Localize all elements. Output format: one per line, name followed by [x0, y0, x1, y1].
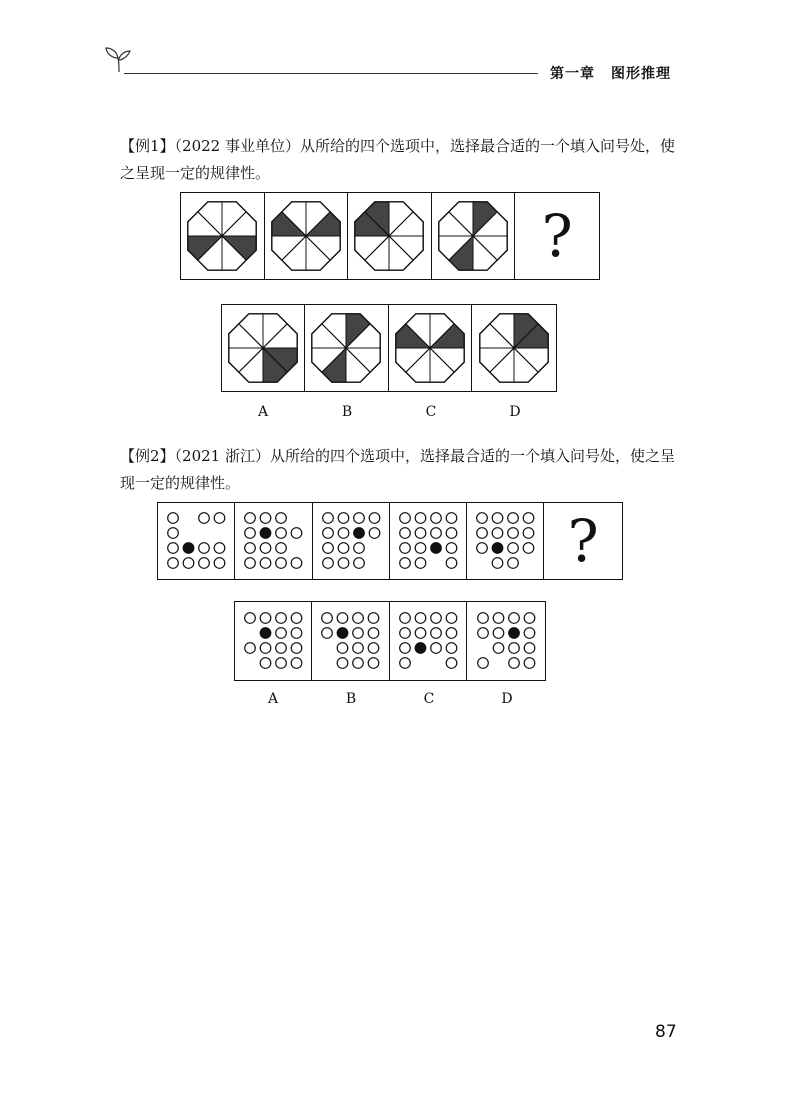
white-dot [338, 558, 349, 569]
white-dot [446, 513, 457, 524]
white-dot [291, 658, 302, 669]
example2-option-label-a: A [267, 691, 279, 707]
example2-lead: 【例2】 [120, 447, 175, 465]
white-dot [415, 558, 426, 569]
white-dot [508, 613, 519, 624]
white-dot [508, 643, 519, 654]
white-dot [493, 613, 504, 624]
white-dot [276, 613, 287, 624]
white-dot [508, 513, 519, 524]
white-dot [261, 543, 272, 554]
white-dot [245, 643, 256, 654]
question-mark: ? [567, 507, 599, 575]
example2-sequence [157, 502, 623, 580]
white-dot [399, 613, 410, 624]
white-dot [245, 558, 256, 569]
dot-grid-figure [393, 609, 463, 673]
black-dot [431, 543, 442, 554]
black-dot [353, 528, 364, 539]
white-dot [276, 628, 287, 639]
white-dot [399, 643, 410, 654]
white-dot [369, 528, 380, 539]
white-dot [322, 543, 333, 554]
white-dot [338, 528, 349, 539]
white-dot [493, 628, 504, 639]
white-dot [446, 658, 457, 669]
dot-grid-figure [238, 509, 308, 573]
white-dot [400, 543, 411, 554]
white-dot [369, 628, 380, 639]
white-dot [369, 658, 380, 669]
white-dot [415, 513, 426, 524]
white-dot [322, 613, 333, 624]
white-dot [199, 543, 210, 554]
example2-sequence-figure-1 [158, 503, 235, 579]
white-dot [477, 528, 488, 539]
white-dot [446, 558, 457, 569]
black-dot [260, 628, 271, 639]
white-dot [291, 628, 302, 639]
dot-grid-figure [316, 509, 386, 573]
example1-option-label-d: D [509, 404, 521, 420]
example1-options [221, 304, 557, 392]
white-dot [322, 558, 333, 569]
white-dot [353, 513, 364, 524]
example1-sequence-figure-1 [181, 193, 265, 279]
white-dot [276, 528, 287, 539]
example2-question [120, 443, 680, 497]
example1-text: （2022 事业单位）从所给的四个选项中，选择最合适的一个填入问号处，使之呈现一定的规律性。 [120, 137, 675, 182]
white-dot [477, 658, 488, 669]
octagon-figure [307, 309, 385, 387]
example1-option-labels [221, 404, 557, 420]
white-dot [524, 528, 535, 539]
white-dot [477, 543, 488, 554]
white-dot [508, 528, 519, 539]
white-dot [415, 543, 426, 554]
white-dot [261, 513, 272, 524]
white-dot [353, 658, 364, 669]
white-dot [446, 643, 457, 654]
header-rule [124, 73, 538, 74]
white-dot [338, 613, 349, 624]
white-dot [168, 558, 179, 569]
chapter-title [550, 63, 671, 83]
white-dot [446, 628, 457, 639]
white-dot [261, 558, 272, 569]
white-dot [338, 513, 349, 524]
white-dot [430, 643, 441, 654]
white-dot [292, 558, 303, 569]
black-dot [261, 528, 272, 539]
octagon-figure [475, 309, 553, 387]
white-dot [524, 658, 535, 669]
example2-option-label-c: C [423, 691, 435, 707]
white-dot [214, 558, 225, 569]
example2-option-figure-1 [235, 602, 312, 680]
question-mark: ? [541, 202, 573, 270]
white-dot [353, 543, 364, 554]
white-dot [415, 613, 426, 624]
white-dot [291, 643, 302, 654]
example1-sequence [180, 192, 600, 280]
example1-question [120, 133, 680, 187]
white-dot [400, 558, 411, 569]
white-dot [276, 543, 287, 554]
white-dot [260, 643, 271, 654]
example2-option-figure-3 [390, 602, 467, 680]
octagon-figure [350, 197, 428, 275]
white-dot [276, 643, 287, 654]
white-dot [524, 613, 535, 624]
sprout-icon [104, 44, 134, 74]
white-dot [168, 528, 179, 539]
white-dot [524, 513, 535, 524]
white-dot [245, 613, 256, 624]
white-dot [493, 643, 504, 654]
white-dot [399, 628, 410, 639]
example1-sequence-figure-2 [265, 193, 349, 279]
white-dot [493, 513, 504, 524]
white-dot [369, 513, 380, 524]
white-dot [338, 643, 349, 654]
dot-grid-figure [161, 509, 231, 573]
white-dot [400, 528, 411, 539]
white-dot [245, 543, 256, 554]
example1-lead: 【例1】 [120, 137, 175, 155]
white-dot [446, 528, 457, 539]
white-dot [477, 613, 488, 624]
white-dot [400, 513, 411, 524]
example2-sequence-question-cell [544, 503, 621, 579]
white-dot [524, 543, 535, 554]
white-dot [430, 613, 441, 624]
octagon-figure [267, 197, 345, 275]
white-dot [369, 643, 380, 654]
chapter-number: 第一章 [550, 66, 595, 82]
white-dot [245, 513, 256, 524]
white-dot [338, 658, 349, 669]
white-dot [214, 513, 225, 524]
white-dot [508, 543, 519, 554]
white-dot [168, 543, 179, 554]
black-dot [183, 543, 194, 554]
white-dot [353, 558, 364, 569]
white-dot [276, 658, 287, 669]
example2-option-figure-4 [467, 602, 544, 680]
dot-grid-figure [238, 609, 308, 673]
white-dot [168, 513, 179, 524]
white-dot [322, 628, 333, 639]
example2-sequence-figure-5 [467, 503, 544, 579]
dot-grid-figure [471, 609, 541, 673]
white-dot [245, 528, 256, 539]
example2-text: （2021 浙江）从所给的四个选项中，选择最合适的一个填入问号处，使之呈现一定的规律性。 [120, 447, 675, 492]
page-header [0, 0, 800, 90]
octagon-figure [183, 197, 261, 275]
section-title: 图形推理 [611, 66, 671, 82]
white-dot [260, 658, 271, 669]
dot-grid-figure [315, 609, 385, 673]
example2-sequence-figure-2 [235, 503, 312, 579]
white-dot [199, 558, 210, 569]
example2-option-figure-2 [312, 602, 389, 680]
white-dot [338, 543, 349, 554]
example1-option-label-b: B [341, 404, 353, 420]
example2-option-label-d: D [501, 691, 513, 707]
example1-option-label-c: C [425, 404, 437, 420]
white-dot [524, 643, 535, 654]
white-dot [415, 528, 426, 539]
black-dot [493, 543, 504, 554]
page-number: 87 [655, 1022, 677, 1042]
black-dot [508, 628, 519, 639]
example1-option-figure-1 [222, 305, 305, 391]
white-dot [353, 643, 364, 654]
example1-option-figure-3 [389, 305, 472, 391]
white-dot [199, 513, 210, 524]
white-dot [322, 528, 333, 539]
example2-options [234, 601, 546, 681]
example2-option-label-b: B [345, 691, 357, 707]
example1-sequence-figure-3 [348, 193, 432, 279]
octagon-figure [224, 309, 302, 387]
example2-option-labels [234, 691, 546, 707]
example2-sequence-figure-3 [313, 503, 390, 579]
dot-grid-figure [470, 509, 540, 573]
white-dot [430, 628, 441, 639]
white-dot [399, 658, 410, 669]
white-dot [276, 558, 287, 569]
white-dot [353, 613, 364, 624]
white-dot [276, 513, 287, 524]
example1-option-label-a: A [257, 404, 269, 420]
white-dot [183, 558, 194, 569]
example1-option-figure-2 [305, 305, 388, 391]
white-dot [477, 628, 488, 639]
white-dot [291, 613, 302, 624]
white-dot [214, 543, 225, 554]
white-dot [369, 613, 380, 624]
white-dot [508, 658, 519, 669]
octagon-figure [434, 197, 512, 275]
white-dot [292, 528, 303, 539]
black-dot [338, 628, 349, 639]
octagon-figure [391, 309, 469, 387]
white-dot [508, 558, 519, 569]
white-dot [322, 513, 333, 524]
white-dot [260, 613, 271, 624]
white-dot [431, 513, 442, 524]
white-dot [446, 543, 457, 554]
white-dot [446, 613, 457, 624]
example1-sequence-figure-4 [432, 193, 516, 279]
white-dot [524, 628, 535, 639]
black-dot [415, 643, 426, 654]
white-dot [493, 558, 504, 569]
white-dot [415, 628, 426, 639]
white-dot [353, 628, 364, 639]
example2-sequence-figure-4 [390, 503, 467, 579]
white-dot [477, 513, 488, 524]
white-dot [493, 528, 504, 539]
white-dot [431, 528, 442, 539]
example1-option-figure-4 [472, 305, 555, 391]
dot-grid-figure [393, 509, 463, 573]
example1-sequence-question-cell [515, 193, 599, 279]
